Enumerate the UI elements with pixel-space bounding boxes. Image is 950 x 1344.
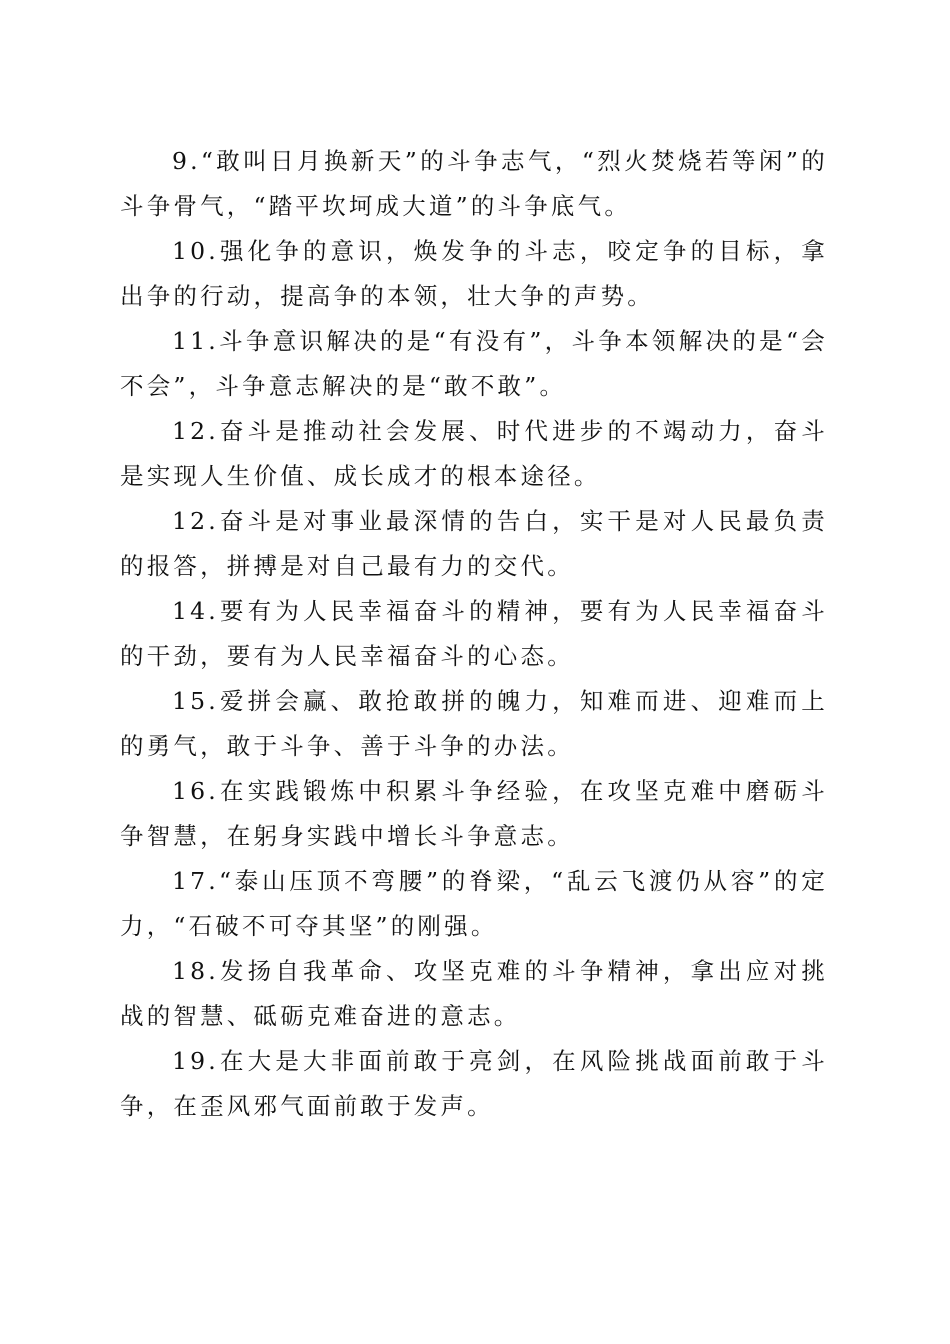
paragraph-10: 10.强化争的意识，焕发争的斗志，咬定争的目标，拿出争的行动，提高争的本领，壮大争的声势。: [120, 237, 828, 310]
paragraph-17: 17.“泰山压顶不弯腰”的脊梁，“乱云飞渡仍从容”的定力，“石破不可夺其坚”的刚强。: [120, 867, 828, 940]
paragraph-9: 9.“敢叫日月换新天”的斗争志气，“烈火焚烧若等闲”的斗争骨气，“踏平坎坷成大道”的斗争底气。: [120, 147, 828, 220]
paragraph-11: 11.斗争意识解决的是“有没有”，斗争本领解决的是“会不会”，斗争意志解决的是“敢不敢”。: [120, 327, 828, 400]
paragraph-12a: 12.奋斗是推动社会发展、时代进步的不竭动力，奋斗是实现人生价值、成长成才的根本途径。: [120, 417, 828, 490]
document-body: [120, 139, 828, 1129]
paragraph-18: 18.发扬自我革命、攻坚克难的斗争精神，拿出应对挑战的智慧、砥砺克难奋进的意志。: [120, 957, 828, 1030]
paragraph-16: 16.在实践锻炼中积累斗争经验，在攻坚克难中磨砺斗争智慧，在躬身实践中增长斗争意志。: [120, 777, 828, 850]
paragraph-15: 15.爱拼会赢、敢抢敢拼的魄力，知难而进、迎难而上的勇气，敢于斗争、善于斗争的办法。: [120, 687, 828, 760]
paragraph-14: 14.要有为人民幸福奋斗的精神，要有为人民幸福奋斗的干劲，要有为人民幸福奋斗的心态。: [120, 597, 828, 670]
paragraph-12b: 12.奋斗是对事业最深情的告白，实干是对人民最负责的报答，拼搏是对自己最有力的交代。: [120, 507, 828, 580]
paragraph-19: 19.在大是大非面前敢于亮剑，在风险挑战面前敢于斗争，在歪风邪气面前敢于发声。: [120, 1047, 828, 1120]
